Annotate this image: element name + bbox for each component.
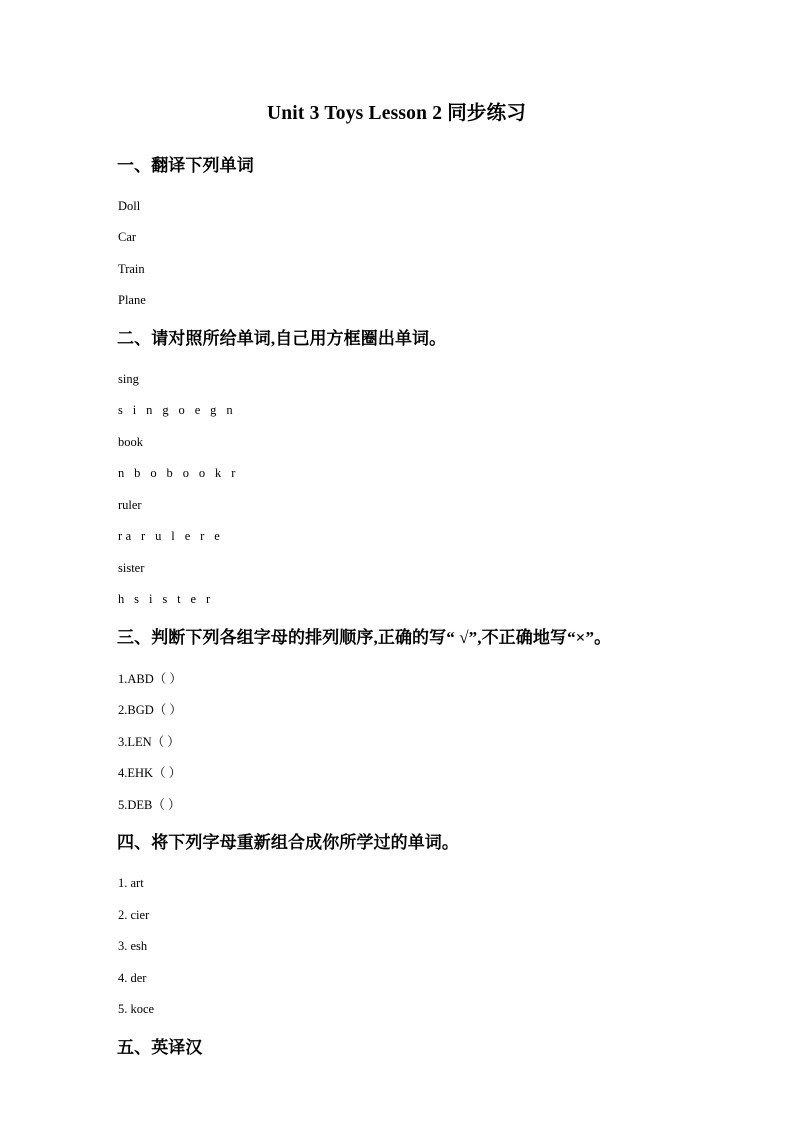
section-3-item-4: 4.EHK（ ）: [118, 766, 182, 780]
section-3-item-5: 5.DEB（ ）: [118, 797, 181, 812]
page-title: Unit 3 Toys Lesson 2 同步练习: [266, 103, 527, 124]
section-2-item-7: sister: [118, 560, 145, 575]
section-3-item-1: 1.ABD（ ）: [118, 671, 182, 686]
section-1-item-3: Train: [118, 261, 145, 276]
section-heading-2: 二、请对照所给单词,自己用方框圈出单词。: [117, 328, 447, 348]
section-4-item-2: 2. cier: [118, 907, 150, 922]
section-2-item-8: h s i s t e r: [118, 592, 214, 606]
section-1-item-1: Doll: [118, 198, 141, 213]
section-2-item-4: n b o b o o k r: [118, 466, 239, 480]
section-2-item-3: book: [118, 434, 143, 449]
section-1-item-2: Car: [118, 230, 137, 244]
section-heading-3: 三、判断下列各组字母的排列顺序,正确的写“ √”,不正确地写“×”。: [117, 627, 612, 647]
section-4-item-1: 1. art: [118, 876, 144, 890]
section-2-item-2: s i n g o e g n: [118, 403, 237, 417]
section-1-item-4: Plane: [118, 293, 146, 307]
section-4-item-4: 4. der: [118, 970, 147, 985]
section-2-item-1: sing: [118, 371, 139, 386]
section-2-item-5: ruler: [118, 497, 142, 512]
section-4-item-5: 5. koce: [118, 1002, 155, 1016]
section-heading-1: 一、翻译下列单词: [117, 155, 254, 175]
section-2-item-6: ra r u l e r e: [118, 529, 224, 543]
section-heading-5: 五、英译汉: [117, 1037, 203, 1057]
section-3-item-3: 3.LEN（ ）: [118, 734, 180, 749]
section-heading-4: 四、将下列字母重新组合成你所学过的单词。: [117, 833, 459, 852]
section-4-item-3: 3. esh: [118, 939, 148, 953]
section-3-item-2: 2.BGD（ ）: [118, 703, 182, 717]
